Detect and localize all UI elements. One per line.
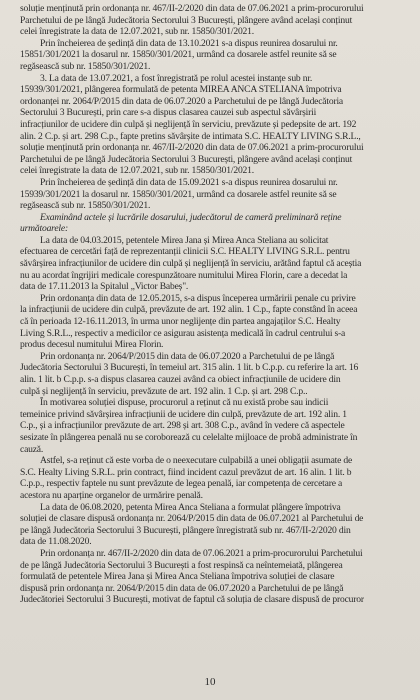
text-line: Astfel, s-a reținut că este vorba de o neexecutare culpabilă a unei obligații asumate de	[40, 455, 353, 467]
text-line: În motivarea soluției dispuse, procurorul a reținut că nu există probe sau indicii	[40, 397, 329, 409]
document-body	[20, 3, 406, 606]
text-line: Judecătoria Sectorului 3 București, în temeiul art. 315 alin. 1 lit. b C.p.p. cu referire la art. 16	[20, 362, 359, 374]
text-line: săvârșirea infracțiunilor de ucidere din culpă și neglijență în serviciu, arătând faptul că aceștia	[20, 258, 362, 270]
text-line: Judecătoriei Sectorului 3 București, motivat de faptul că soluția de clasare dispusă de procuror	[20, 594, 364, 606]
text-line: produs decesul numitului Mirea Florin.	[20, 339, 164, 351]
text-line: temeinice privind săvârșirea infracțiunii de ucidere din culpă, prevăzute de art. 192 alin. 1	[20, 408, 347, 420]
text-line: infracțiunilor de ucidere din culpă și neglijență în serviciu, prevăzute și pedepsite de art. 192	[20, 118, 357, 130]
text-line: regăsească sub nr. 15850/301/2021.	[20, 60, 151, 72]
text-line: Prin ordonanța nr. 467/II-2/2020 din data de 07.06.2021 a prim-procurorului Parchetului	[40, 547, 363, 559]
text-line: ordonanței nr. 2064/P/2015 din data de 06.07.2020 a Parchetului de pe lângă Judecătoria	[20, 95, 343, 107]
text-line: soluției de clasare dispusă ordonanța nr. 2064/P/2015 din data de 06.07.2021 al Parchetului de	[20, 513, 364, 525]
text-line: Parchetului de pe lângă Judecătoria Sectorului 3 București, plângere având același conținut	[20, 14, 353, 26]
text-line: C.p., și a infracțiunilor prevăzute de art. 298 și art. 308 C.p., având în vedere că aspectele	[20, 420, 345, 432]
text-line: efectuarea de cercetări față de reprezentanții clinicii S.C. HEALTY LIVING S.R.L. pentru	[20, 246, 350, 258]
text-line: următoarele:	[20, 223, 68, 235]
text-line: La data de 06.08.2020, petenta Mirea Anca Steliana a formulat plângere împotriva	[40, 501, 341, 513]
text-line: S.C. Healty Living S.R.L. prin contract, fiind incident cazul prevăzut de art. 16 alin. 1 lit. b	[20, 466, 352, 478]
text-line: dispusă prin ordonanța nr. 2064/P/2015 din data de 06.07.2020 a Parchetului de pe lângă	[20, 582, 344, 594]
text-line: sesizate în plângerea penală nu se coroborează cu celelalte mijloace de probă administrate în	[20, 431, 358, 443]
text-line: 15939/301/2021 la dosarul nr. 15850/301/2021, urmând ca dosarele astfel reunite să se	[20, 188, 337, 200]
text-line: Prin ordonanța nr. 2064/P/2015 din data de 06.07.2020 a Parchetului de pe lângă	[40, 350, 335, 362]
text-line: pe lângă Judecătoria Sectorului 3 București, plângere înregistrată sub nr. 467/II-2/2020 din	[20, 524, 351, 536]
text-line: nu au acordat îngrijiri medicale corespunzătoare numitului Mirea Florin, care a decedat la	[20, 269, 348, 281]
text-line: soluție menținută prin ordonanța nr. 467/II-2/2020 din data de 07.06.2021 a prim-procurorului	[20, 3, 364, 14]
text-line: Living S.R.L., respectiv a medicilor ce asigurau asistența medicală în cadrul centrului s-a	[20, 327, 346, 339]
text-line: 15851/301/2021 la dosarul nr. 15850/301/2021, urmând ca dosarele astfel reunite să se	[20, 49, 337, 61]
text-line: de pe lângă Judecătoria Sectorului 3 București a fost respinsă ca neîntemeiată, plângerea	[20, 559, 343, 571]
text-line: regăsească sub nr. 15850/301/2021.	[20, 200, 151, 212]
text-line: alin. 1 lit. b C.p.p. s-a dispus clasarea cauzei având ca obiect infracțiunile de ucidere din	[20, 374, 341, 385]
text-line: Prin încheierea de ședință din data de 13.10.2021 s-a dispus reunirea dosarului nr.	[40, 37, 338, 49]
text-line: data de 11.08.2020.	[20, 536, 92, 548]
text-line: Prin ordonanța din data de 12.05.2015, s-a dispus începerea urmăririi penale cu privire	[40, 292, 356, 304]
text-line: celei înregistrate la data de 12.07.2021, sub nr. 15850/301/2021.	[20, 165, 254, 177]
page-number: 10	[204, 676, 216, 688]
text-line: soluție menținută prin ordonanța nr. 467/II-2/2020 din data de 07.06.2021 a prim-procurorului	[20, 142, 364, 154]
text-line: C.p.p., respectiv faptele nu sunt prevăzute de legea penală, iar competența de cercetare a	[20, 478, 343, 490]
text-line: data de 17.11.2013 la Spitalul „Victor Babeș".	[20, 281, 189, 293]
text-line: formulată de petentele Mirea Jana și Mirea Anca Steliana împotriva soluției de clasare	[20, 571, 335, 583]
text-line: 3. La data de 13.07.2021, a fost înregistrată pe rolul acestei instanțe sub nr.	[40, 72, 313, 84]
text-line: alin. 2 C.p. și art. 298 C.p., fapte pretins săvârșite de intimata S.C. HEALTY LIVING S.R.L.,	[20, 130, 361, 142]
text-line: celei înregistrate la data de 12.07.2021, sub nr. 15850/301/2021.	[20, 26, 254, 38]
text-line: la infracțiunii de ucidere din culpă, prevăzute de art. 192 alin. 1 C.p., fapte constând în aceea	[20, 304, 358, 316]
text-line: La data de 04.03.2015, petentele Mirea Jana și Mirea Anca Steliana au solicitat	[40, 234, 329, 246]
text-line: Examinând actele și lucrările dosarului, judecătorul de cameră preliminară reține	[40, 211, 342, 223]
text-line: Sectorului 3 București, prin care s-a dispus clasarea cauzei sub aspectul săvârșirii	[20, 107, 317, 119]
text-line: 15939/301/2021, plângerea formulată de petenta MIREA ANCA STELIANA împotriva	[20, 84, 342, 96]
text-line: culpă și neglijență în serviciu, prevăzute de art. 192 alin. 1 C.p. și art. 298 C.p..	[20, 385, 308, 397]
text-line: Prin încheierea de ședință din data de 15.09.2021 s-a dispus reunirea dosarului nr.	[40, 176, 338, 188]
text-line: că în perioada 12-16.11.2013, în urma unor neglijențe din partea angajaților S.C. Healty	[20, 316, 341, 328]
text-line: cauză.	[20, 443, 44, 455]
text-line: acestora nu aparține organelor de urmărire penală.	[20, 489, 203, 501]
text-line: Parchetului de pe lângă Judecătoria Sectorului 3 București, plângere având același conținut	[20, 153, 353, 165]
